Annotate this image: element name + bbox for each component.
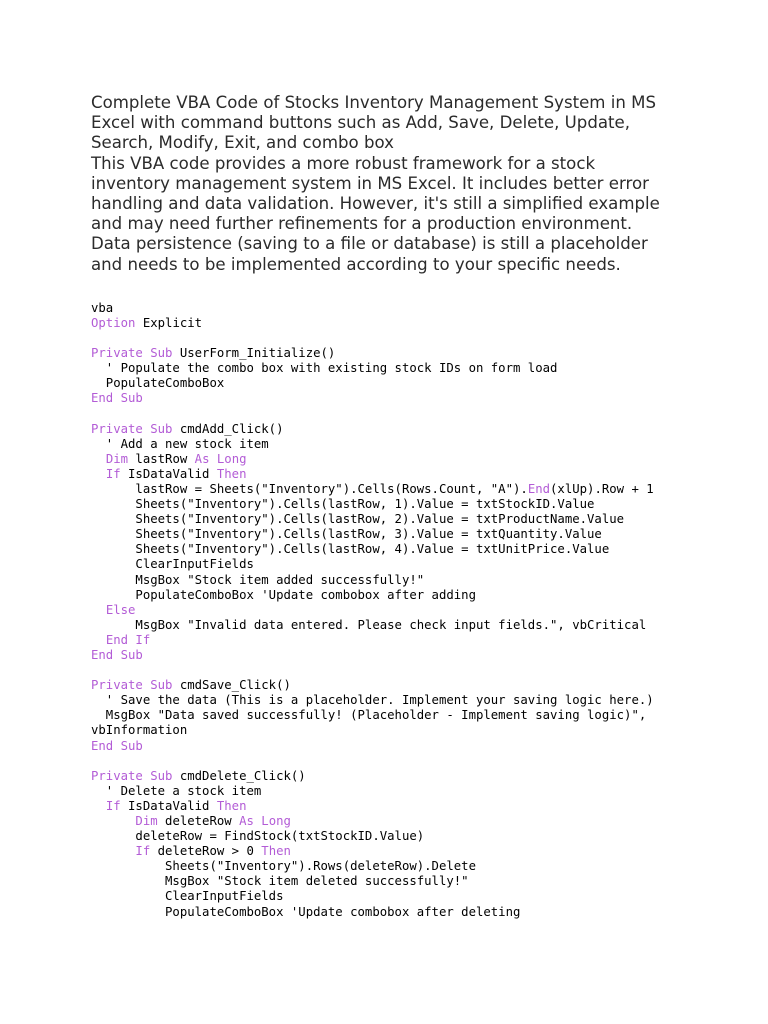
code-text: IsDataValid bbox=[120, 466, 217, 481]
code-text: MsgBox "Stock item deleted successfully!" bbox=[91, 874, 469, 889]
code-line bbox=[91, 512, 741, 527]
code-line bbox=[91, 361, 741, 376]
code-line bbox=[91, 859, 741, 874]
code-text: PopulateComboBox 'Update combobox after deleting bbox=[91, 904, 521, 919]
code-keyword: Private Sub bbox=[91, 768, 173, 783]
code-line bbox=[91, 497, 741, 512]
code-text: deleteRow = FindStock(txtStockID.Value) bbox=[91, 829, 425, 844]
code-line bbox=[91, 648, 741, 663]
code-text: Sheets("Inventory").Cells(lastRow, 2).Value = txtProductName.Value bbox=[91, 512, 625, 527]
document-intro bbox=[91, 93, 741, 275]
code-line bbox=[91, 829, 741, 844]
code-line bbox=[91, 573, 741, 588]
code-text: Sheets("Inventory").Cells(lastRow, 3).Value = txtQuantity.Value bbox=[91, 527, 602, 542]
code-line bbox=[91, 663, 741, 678]
code-line bbox=[91, 482, 741, 497]
code-text: IsDataValid bbox=[120, 798, 217, 813]
code-text: ' Add a new stock item bbox=[91, 436, 269, 451]
code-line bbox=[91, 769, 741, 784]
code-keyword: Private Sub bbox=[91, 678, 173, 693]
code-text: MsgBox "Stock item added successfully!" bbox=[91, 572, 425, 587]
code-line bbox=[91, 708, 741, 723]
code-line bbox=[91, 784, 741, 799]
code-block bbox=[91, 301, 741, 920]
code-keyword: End Sub bbox=[91, 738, 143, 753]
title-line: Excel with command buttons such as Add, Save, Delete, Update, bbox=[91, 113, 631, 133]
code-text: Sheets("Inventory").Rows(deleteRow).Delete bbox=[91, 859, 476, 874]
code-text bbox=[91, 603, 106, 617]
code-line bbox=[91, 889, 741, 904]
code-text: UserForm_Initialize() bbox=[172, 346, 336, 361]
code-keyword: Then bbox=[216, 466, 247, 481]
code-text: Sheets("Inventory").Cells(lastRow, 4).Value = txtUnitPrice.Value bbox=[91, 542, 610, 557]
code-keyword: Dim bbox=[105, 451, 129, 466]
code-keyword: If bbox=[105, 798, 121, 813]
code-keyword: If bbox=[135, 844, 151, 859]
code-keyword: End Sub bbox=[91, 391, 143, 406]
title-line: Complete VBA Code of Stocks Inventory Management System in MS bbox=[91, 93, 656, 112]
code-keyword: Dim bbox=[135, 814, 158, 829]
code-text: ' Save the data (This is a placeholder. Implement your saving logic here.) bbox=[91, 693, 654, 708]
code-line bbox=[91, 693, 741, 708]
code-line bbox=[91, 603, 741, 618]
code-text bbox=[91, 814, 135, 828]
document-page bbox=[91, 93, 741, 920]
description-line: handling and data validation. However, it's still a simplified example bbox=[91, 194, 660, 214]
code-line bbox=[91, 754, 741, 769]
code-text: ClearInputFields bbox=[91, 557, 254, 572]
code-line bbox=[91, 588, 741, 603]
description-line: and needs to be implemented according to your specific needs. bbox=[91, 254, 621, 274]
document-title bbox=[91, 93, 741, 154]
code-text: PopulateComboBox bbox=[91, 376, 225, 391]
code-line bbox=[91, 633, 741, 648]
code-line bbox=[91, 391, 741, 406]
code-text: ' Populate the combo box with existing stock IDs on form load bbox=[91, 361, 558, 376]
code-keyword: Then bbox=[216, 798, 247, 813]
description-line: inventory management system in MS Excel. It includes better error bbox=[91, 173, 649, 193]
code-line bbox=[91, 406, 741, 421]
code-text: MsgBox "Invalid data entered. Please check input fields.", vbCritical bbox=[91, 617, 647, 632]
code-line bbox=[91, 331, 741, 346]
code-text bbox=[91, 844, 135, 858]
code-text: deleteRow bbox=[157, 814, 240, 829]
code-text: vbInformation bbox=[91, 723, 188, 738]
code-keyword: Private Sub bbox=[91, 346, 173, 361]
code-keyword: End If bbox=[105, 632, 151, 647]
code-text: cmdDelete_Click() bbox=[172, 768, 306, 783]
code-text: MsgBox "Data saved successfully! (Placeholder - Implement saving logic)", bbox=[91, 708, 647, 723]
title-line: Search, Modify, Exit, and combo box bbox=[91, 133, 394, 153]
code-line bbox=[91, 422, 741, 437]
code-text: Sheets("Inventory").Cells(lastRow, 1).Value = txtStockID.Value bbox=[91, 497, 595, 512]
code-line bbox=[91, 723, 741, 738]
code-line bbox=[91, 905, 741, 920]
code-line bbox=[91, 376, 741, 391]
description-line: Data persistence (saving to a file or database) is still a placeholder bbox=[91, 234, 648, 254]
code-line bbox=[91, 452, 741, 467]
code-text: cmdSave_Click() bbox=[172, 678, 291, 693]
code-text: Explicit bbox=[135, 315, 203, 330]
code-text bbox=[91, 799, 106, 813]
code-keyword: Then bbox=[261, 844, 291, 859]
document-description bbox=[91, 154, 741, 275]
code-text bbox=[91, 467, 106, 481]
code-line bbox=[91, 467, 741, 482]
code-text: ' Delete a stock item bbox=[91, 783, 262, 798]
code-text: cmdAdd_Click() bbox=[172, 421, 284, 436]
code-line bbox=[91, 527, 741, 542]
code-line bbox=[91, 799, 741, 814]
code-text: ClearInputFields bbox=[91, 889, 284, 904]
code-line bbox=[91, 874, 741, 889]
description-line: and may need further refinements for a production environment. bbox=[91, 214, 633, 234]
code-keyword: End bbox=[527, 481, 551, 496]
code-keyword: Else bbox=[105, 602, 136, 617]
code-keyword: Option bbox=[91, 315, 136, 330]
code-line bbox=[91, 814, 741, 829]
code-keyword: End Sub bbox=[91, 647, 143, 662]
code-text: (xlUp).Row + 1 bbox=[550, 481, 654, 496]
code-keyword: If bbox=[105, 466, 121, 481]
code-line bbox=[91, 678, 741, 693]
code-line bbox=[91, 316, 741, 331]
code-line bbox=[91, 557, 741, 572]
code-line bbox=[91, 844, 741, 859]
code-text: lastRow = Sheets("Inventory").Cells(Rows.Count, "A"). bbox=[91, 481, 528, 496]
code-keyword: As Long bbox=[239, 814, 291, 829]
code-text bbox=[91, 452, 106, 466]
code-line bbox=[91, 437, 741, 452]
code-text bbox=[91, 633, 106, 647]
code-line bbox=[91, 739, 741, 754]
code-keyword: As Long bbox=[194, 451, 247, 466]
description-line: This VBA code provides a more robust framework for a stock bbox=[91, 153, 596, 173]
code-language-label: vba bbox=[91, 300, 114, 315]
code-line bbox=[91, 346, 741, 361]
code-text: lastRow bbox=[128, 451, 195, 466]
code-line bbox=[91, 618, 741, 633]
code-keyword: Private Sub bbox=[91, 421, 173, 436]
code-line bbox=[91, 542, 741, 557]
code-text: deleteRow > 0 bbox=[150, 844, 262, 859]
code-text: PopulateComboBox 'Update combobox after adding bbox=[91, 587, 476, 602]
